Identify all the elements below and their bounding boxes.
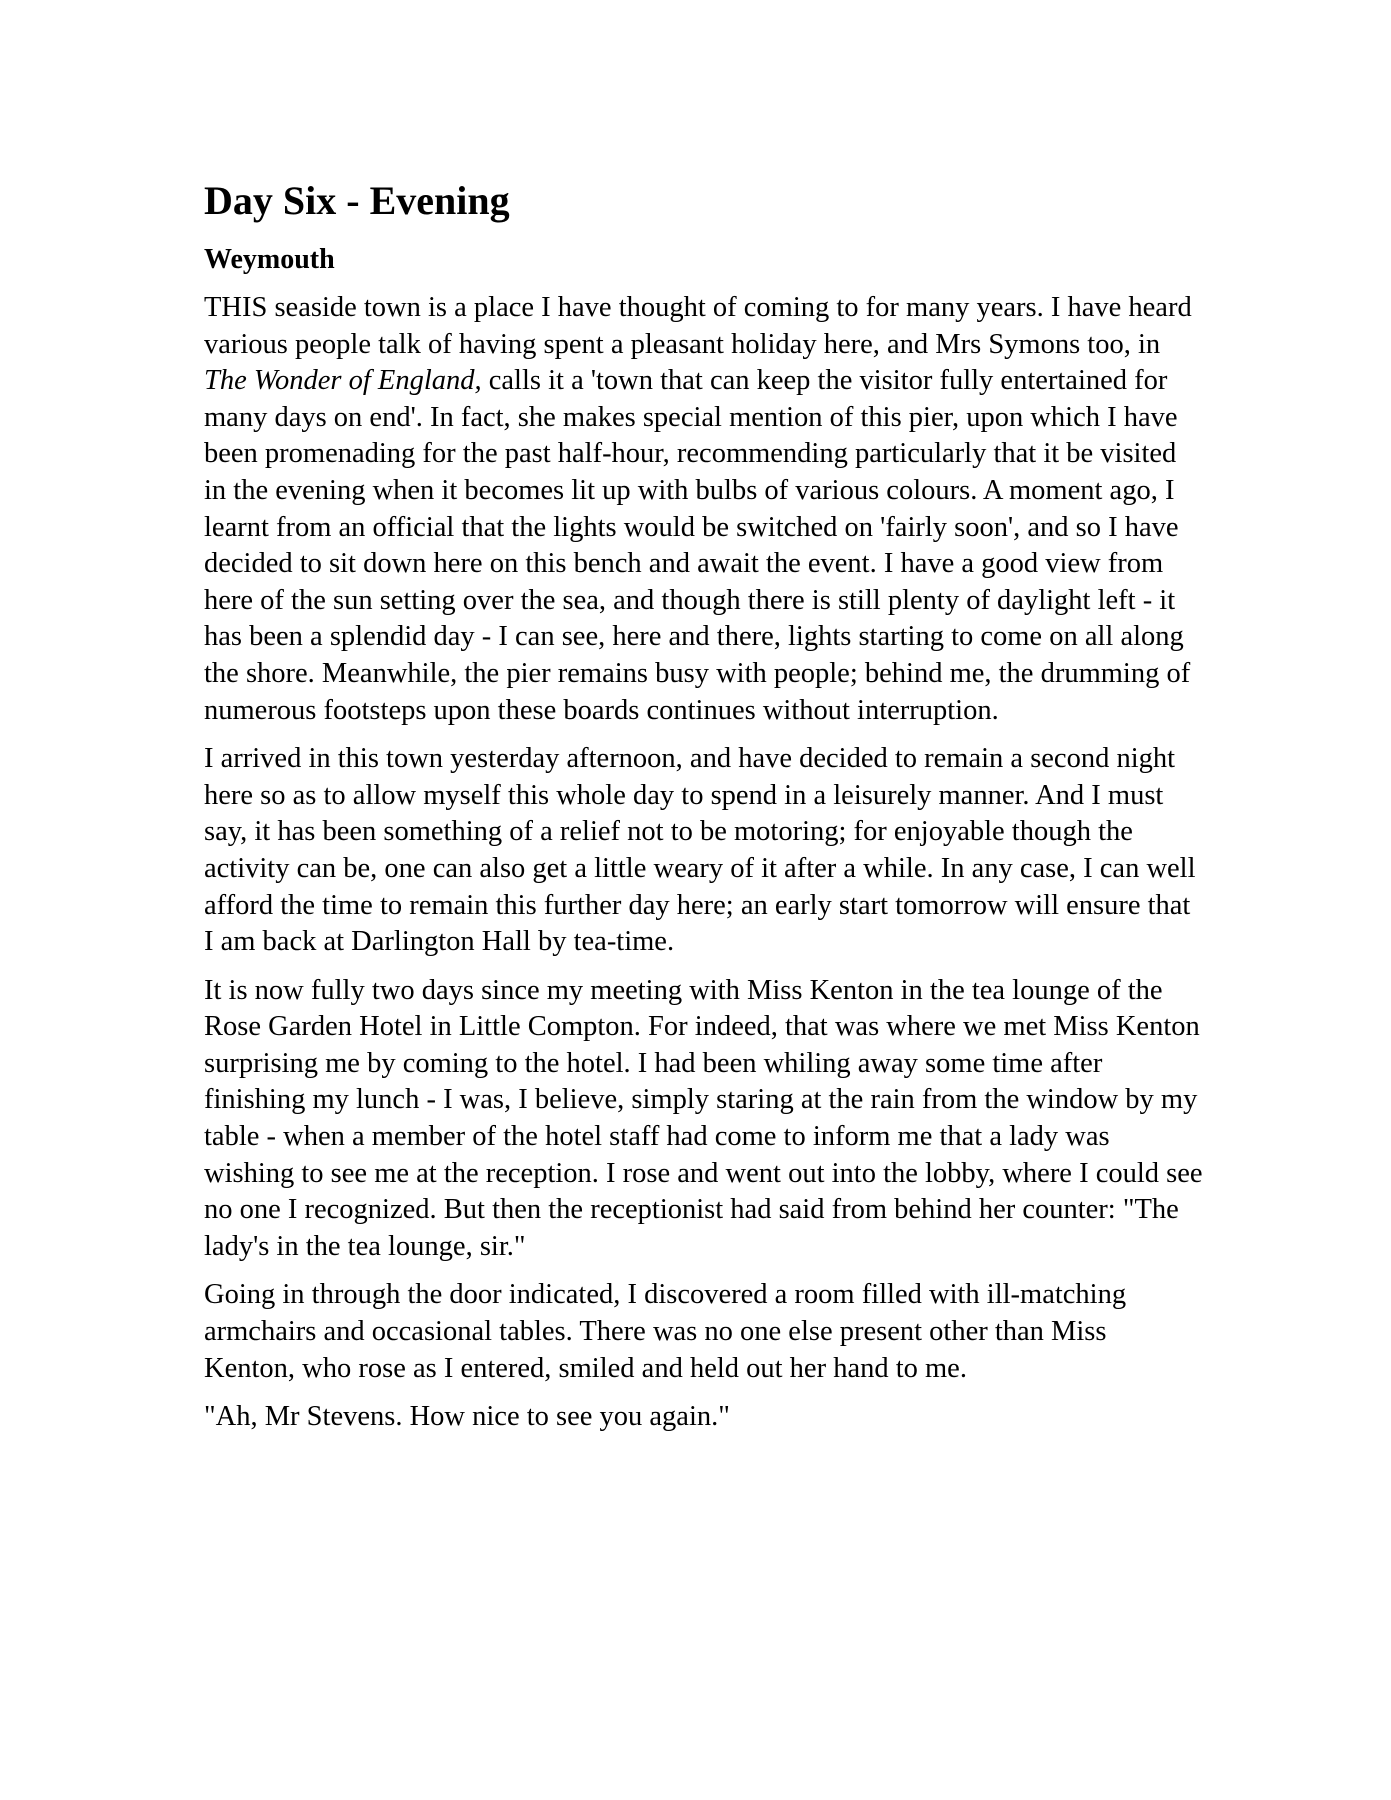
paragraph-3: It is now fully two days since my meeting with Miss Kenton in the tea lounge of the Rose Garden Hotel in Little Compton. For indeed, that was where we met Miss Kenton surprising me by coming to the hotel. I had been whiling away some time after finishing my lunch - I was, I believe, simply staring at the rain from the window by my table - when a member of the hotel staff had come to inform me that a lady was wishing to see me at the reception. I rose and went out into the lobby, where I could see no one I recognized. But then the receptionist had said from behind her counter: "The lady's in the tea lounge, sir." <box>204 974 1203 1262</box>
paragraph-1-text-b: calls it a 'town that can keep the visitor fully entertained for many days on end'. In fact, she makes special mention of this pier, upon which I have been promenading for the past half-hour, recommending particularly that it be visited in the evening when it becomes lit up with bulbs of various colours. A moment ago, I learnt from an official that the lights would be switched on 'fairly soon', and so I have decided to sit down here on this bench and await the event. I have a good view from here of the sun setting over the sea, and though there is still plenty of daylight left - it has been a splendid day - I can see, here and there, lights starting to come on all along the shore. Meanwhile, the pier remains busy with people; behind me, the drumming of numerous footsteps upon these boards continues without interruption. <box>204 365 1191 726</box>
paragraph-1 <box>204 290 1204 729</box>
paragraph-5: "Ah, Mr Stevens. How nice to see you again." <box>204 1401 730 1433</box>
paragraph-4: Going in through the door indicated, I discovered a room filled with ill-matching armchairs and occasional tables. There was no one else present other than Miss Kenton, who rose as I entered, smiled and held out her hand to me. <box>204 1279 1127 1384</box>
chapter-title: Day Six - Evening <box>204 178 510 223</box>
document-page <box>204 178 1204 1448</box>
section-title: Weymouth <box>204 244 335 275</box>
paragraph-1-text-a: THIS seaside town is a place I have thought of coming to for many years. I have heard various people talk of having spent a pleasant holiday here, and Mrs Symons too, in <box>204 292 1192 360</box>
book-title-italic: The Wonder of England, <box>204 365 482 397</box>
paragraph-2: I arrived in this town yesterday afternoon, and have decided to remain a second night here so as to allow myself this whole day to spend in a leisurely manner. And I must say, it has been something of a relief not to be motoring; for enjoyable though the activity can be, one can also get a little weary of it after a while. In any case, I can well afford the time to remain this further day here; an early start tomorrow will ensure that I am back at Darlington Hall by tea-time. <box>204 743 1196 958</box>
